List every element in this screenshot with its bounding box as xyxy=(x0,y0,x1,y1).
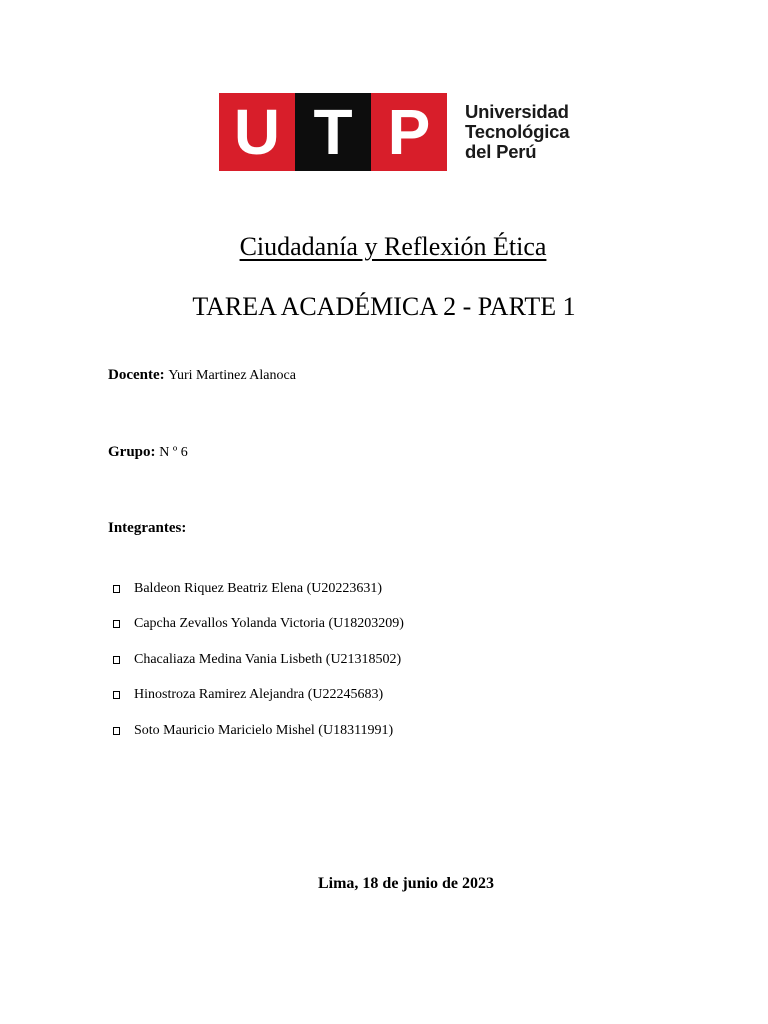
docente-value: Yuri Martinez Alanoca xyxy=(168,368,296,383)
square-bullet-icon xyxy=(113,620,120,628)
logo-line-2: Tecnológica xyxy=(465,121,570,142)
grupo-field xyxy=(108,444,188,461)
square-bullet-icon xyxy=(113,691,120,699)
docente-field xyxy=(108,367,296,384)
members-list xyxy=(113,571,404,749)
logo-letter-p: P xyxy=(371,93,447,171)
date-line: Lima, 18 de junio de 2023 xyxy=(317,875,494,892)
grupo-label: Grupo: xyxy=(108,444,156,460)
docente-label: Docente: xyxy=(108,367,165,383)
member-name: Capcha Zevallos Yolanda Victoria (U18203209) xyxy=(134,616,404,632)
member-name: Chacaliaza Medina Vania Lisbeth (U21318502) xyxy=(134,651,402,667)
square-bullet-icon xyxy=(113,727,120,735)
logo-letter-u: U xyxy=(219,93,295,171)
member-name: Hinostroza Ramirez Alejandra (U22245683) xyxy=(134,687,384,703)
logo-line-3: del Perú xyxy=(465,141,537,162)
logo-letter-boxes xyxy=(219,93,447,171)
logo-letter-t: T xyxy=(295,93,371,171)
member-name: Soto Mauricio Maricielo Mishel (U18311991) xyxy=(134,722,394,738)
logo-line-1: Universidad xyxy=(465,101,569,122)
square-bullet-icon xyxy=(113,585,120,593)
list-item xyxy=(113,571,404,607)
logo-wordmark xyxy=(465,102,569,162)
member-name: Baldeon Riquez Beatriz Elena (U20223631) xyxy=(134,580,383,596)
integrantes-label: Integrantes: xyxy=(108,520,187,536)
course-title: Ciudadanía y Reflexión Ética xyxy=(239,232,547,261)
task-title: TAREA ACADÉMICA 2 - PARTE 1 xyxy=(192,292,576,321)
list-item xyxy=(113,713,404,749)
list-item xyxy=(113,642,404,678)
list-item xyxy=(113,678,404,714)
utp-logo xyxy=(219,93,569,171)
grupo-value: N º 6 xyxy=(159,445,188,460)
square-bullet-icon xyxy=(113,656,120,664)
list-item xyxy=(113,607,404,643)
